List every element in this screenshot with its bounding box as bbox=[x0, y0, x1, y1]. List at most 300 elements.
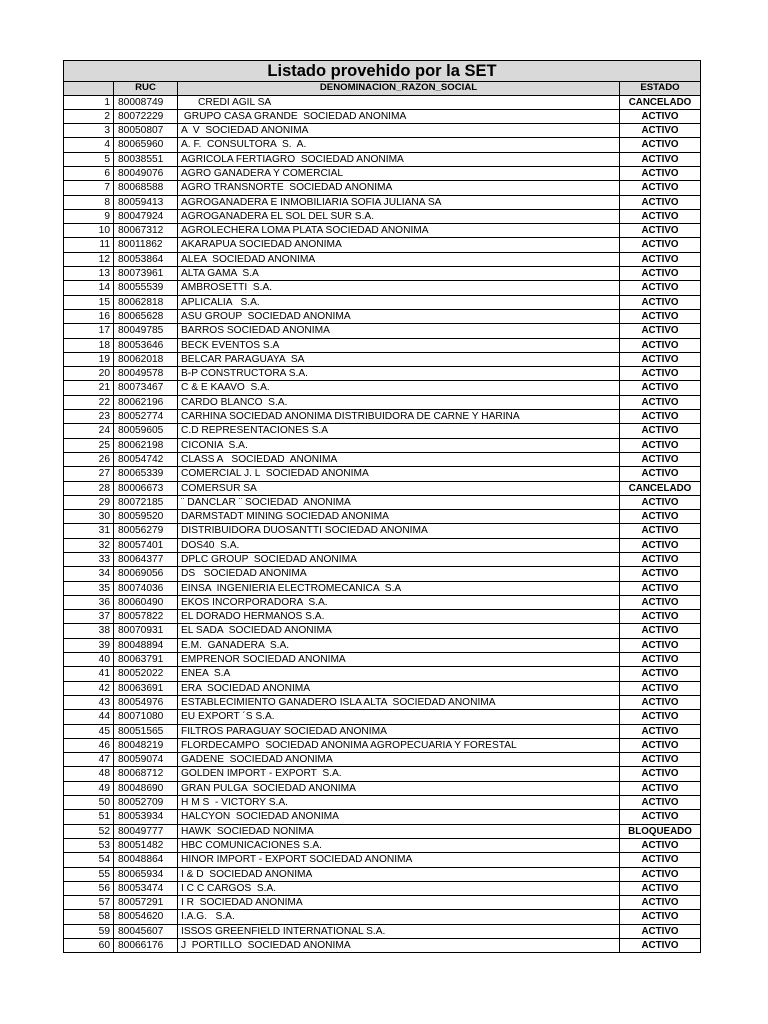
row-number: 33 bbox=[64, 553, 114, 567]
ruc-cell: 80048690 bbox=[114, 781, 178, 795]
table-row bbox=[64, 395, 701, 409]
row-number: 23 bbox=[64, 410, 114, 424]
header-name: DENOMINACION_RAZON_SOCIAL bbox=[178, 82, 620, 96]
row-number: 28 bbox=[64, 481, 114, 495]
company-name-cell: H M S - VICTORY S.A. bbox=[178, 796, 620, 810]
company-name-cell: ALEA SOCIEDAD ANONIMA bbox=[178, 252, 620, 266]
ruc-cell: 80060490 bbox=[114, 595, 178, 609]
table-row bbox=[64, 867, 701, 881]
table-row bbox=[64, 381, 701, 395]
company-name-cell: EL SADA SOCIEDAD ANONIMA bbox=[178, 624, 620, 638]
ruc-cell: 80059605 bbox=[114, 424, 178, 438]
ruc-cell: 80048219 bbox=[114, 738, 178, 752]
table-row bbox=[64, 581, 701, 595]
row-number: 60 bbox=[64, 939, 114, 953]
status-cell: ACTIVO bbox=[620, 495, 701, 509]
table-row bbox=[64, 424, 701, 438]
ruc-cell: 80070931 bbox=[114, 624, 178, 638]
company-name-cell: I & D SOCIEDAD ANONIMA bbox=[178, 867, 620, 881]
company-name-cell: ESTABLECIMIENTO GANADERO ISLA ALTA SOCIEDAD ANONIMA bbox=[178, 695, 620, 709]
company-name-cell: DISTRIBUIDORA DUOSANTTI SOCIEDAD ANONIMA bbox=[178, 524, 620, 538]
company-name-cell: AGROGANADERA E INMOBILIARIA SOFIA JULIANA SA bbox=[178, 195, 620, 209]
row-number: 9 bbox=[64, 209, 114, 223]
status-cell: ACTIVO bbox=[620, 910, 701, 924]
status-cell: ACTIVO bbox=[620, 610, 701, 624]
status-cell: ACTIVO bbox=[620, 209, 701, 223]
company-name-cell: COMERCIAL J. L SOCIEDAD ANONIMA bbox=[178, 467, 620, 481]
table-row bbox=[64, 367, 701, 381]
ruc-cell: 80053646 bbox=[114, 338, 178, 352]
ruc-cell: 80063791 bbox=[114, 653, 178, 667]
company-name-cell: A V SOCIEDAD ANONIMA bbox=[178, 124, 620, 138]
row-number: 35 bbox=[64, 581, 114, 595]
company-name-cell: I C C CARGOS S.A. bbox=[178, 881, 620, 895]
ruc-cell: 80074036 bbox=[114, 581, 178, 595]
table-row bbox=[64, 452, 701, 466]
ruc-cell: 80064377 bbox=[114, 553, 178, 567]
row-number: 12 bbox=[64, 252, 114, 266]
ruc-cell: 80073961 bbox=[114, 267, 178, 281]
status-cell: ACTIVO bbox=[620, 424, 701, 438]
company-name-cell: CARDO BLANCO S.A. bbox=[178, 395, 620, 409]
status-cell: ACTIVO bbox=[620, 281, 701, 295]
row-number: 30 bbox=[64, 510, 114, 524]
row-number: 39 bbox=[64, 638, 114, 652]
row-number: 59 bbox=[64, 924, 114, 938]
row-number: 18 bbox=[64, 338, 114, 352]
table-row bbox=[64, 824, 701, 838]
company-name-cell: CICONIA S.A. bbox=[178, 438, 620, 452]
table-row bbox=[64, 124, 701, 138]
row-number: 2 bbox=[64, 109, 114, 123]
status-cell: ACTIVO bbox=[620, 138, 701, 152]
row-number: 41 bbox=[64, 667, 114, 681]
table-row bbox=[64, 595, 701, 609]
company-name-cell: DS SOCIEDAD ANONIMA bbox=[178, 567, 620, 581]
company-name-cell: AKARAPUA SOCIEDAD ANONIMA bbox=[178, 238, 620, 252]
table-row bbox=[64, 324, 701, 338]
table-row bbox=[64, 467, 701, 481]
status-cell: ACTIVO bbox=[620, 309, 701, 323]
table-row bbox=[64, 410, 701, 424]
row-number: 21 bbox=[64, 381, 114, 395]
row-number: 8 bbox=[64, 195, 114, 209]
table-row bbox=[64, 438, 701, 452]
row-number: 3 bbox=[64, 124, 114, 138]
status-cell: ACTIVO bbox=[620, 195, 701, 209]
table-row bbox=[64, 224, 701, 238]
table-row bbox=[64, 924, 701, 938]
company-list-table bbox=[63, 60, 701, 953]
header-row bbox=[64, 82, 701, 96]
row-number: 38 bbox=[64, 624, 114, 638]
company-name-cell: GOLDEN IMPORT - EXPORT S.A. bbox=[178, 767, 620, 781]
row-number: 50 bbox=[64, 796, 114, 810]
row-number: 17 bbox=[64, 324, 114, 338]
ruc-cell: 80062196 bbox=[114, 395, 178, 409]
ruc-cell: 80054620 bbox=[114, 910, 178, 924]
ruc-cell: 80059074 bbox=[114, 753, 178, 767]
company-name-cell: ENEA S.A bbox=[178, 667, 620, 681]
row-number: 19 bbox=[64, 352, 114, 366]
company-name-cell: C & E KAAVO S.A. bbox=[178, 381, 620, 395]
company-name-cell: B-P CONSTRUCTORA S.A. bbox=[178, 367, 620, 381]
company-name-cell: CLASS A SOCIEDAD ANONIMA bbox=[178, 452, 620, 466]
status-cell: ACTIVO bbox=[620, 567, 701, 581]
row-number: 44 bbox=[64, 710, 114, 724]
table-row bbox=[64, 853, 701, 867]
ruc-cell: 80059520 bbox=[114, 510, 178, 524]
table-row bbox=[64, 195, 701, 209]
status-cell: ACTIVO bbox=[620, 338, 701, 352]
ruc-cell: 80057291 bbox=[114, 896, 178, 910]
table-row bbox=[64, 524, 701, 538]
ruc-cell: 80045607 bbox=[114, 924, 178, 938]
company-name-cell: ERA SOCIEDAD ANONIMA bbox=[178, 681, 620, 695]
row-number: 25 bbox=[64, 438, 114, 452]
company-name-cell: CARHINA SOCIEDAD ANONIMA DISTRIBUIDORA DE CARNE Y HARINA bbox=[178, 410, 620, 424]
row-number: 55 bbox=[64, 867, 114, 881]
row-number: 13 bbox=[64, 267, 114, 281]
company-name-cell: GRAN PULGA SOCIEDAD ANONIMA bbox=[178, 781, 620, 795]
ruc-cell: 80062018 bbox=[114, 352, 178, 366]
status-cell: CANCELADO bbox=[620, 481, 701, 495]
company-name-cell: FLORDECAMPO SOCIEDAD ANONIMA AGROPECUARIA Y FORESTAL bbox=[178, 738, 620, 752]
status-cell: ACTIVO bbox=[620, 638, 701, 652]
status-cell: ACTIVO bbox=[620, 738, 701, 752]
status-cell: ACTIVO bbox=[620, 410, 701, 424]
table-row bbox=[64, 738, 701, 752]
company-name-cell: AGROLECHERA LOMA PLATA SOCIEDAD ANONIMA bbox=[178, 224, 620, 238]
row-number: 7 bbox=[64, 181, 114, 195]
table-row bbox=[64, 538, 701, 552]
company-name-cell: ¨ DANCLAR ¨ SOCIEDAD ANONIMA bbox=[178, 495, 620, 509]
row-number: 45 bbox=[64, 724, 114, 738]
ruc-cell: 80050807 bbox=[114, 124, 178, 138]
ruc-cell: 80071080 bbox=[114, 710, 178, 724]
row-number: 11 bbox=[64, 238, 114, 252]
company-name-cell: AGRO GANADERA Y COMERCIAL bbox=[178, 166, 620, 180]
ruc-cell: 80054976 bbox=[114, 695, 178, 709]
ruc-cell: 80073467 bbox=[114, 381, 178, 395]
ruc-cell: 80062198 bbox=[114, 438, 178, 452]
status-cell: ACTIVO bbox=[620, 710, 701, 724]
company-name-cell: EL DORADO HERMANOS S.A. bbox=[178, 610, 620, 624]
ruc-cell: 80054742 bbox=[114, 452, 178, 466]
row-number: 24 bbox=[64, 424, 114, 438]
status-cell: ACTIVO bbox=[620, 395, 701, 409]
table-row bbox=[64, 338, 701, 352]
company-name-cell: CREDI AGIL SA bbox=[178, 95, 620, 109]
status-cell: ACTIVO bbox=[620, 166, 701, 180]
ruc-cell: 80008749 bbox=[114, 95, 178, 109]
row-number: 46 bbox=[64, 738, 114, 752]
ruc-cell: 80068588 bbox=[114, 181, 178, 195]
company-name-cell: ALTA GAMA S.A bbox=[178, 267, 620, 281]
table-row bbox=[64, 252, 701, 266]
status-cell: ACTIVO bbox=[620, 667, 701, 681]
status-cell: ACTIVO bbox=[620, 796, 701, 810]
table-row bbox=[64, 309, 701, 323]
table-row bbox=[64, 638, 701, 652]
table-row bbox=[64, 510, 701, 524]
table-row bbox=[64, 267, 701, 281]
table-row bbox=[64, 881, 701, 895]
ruc-cell: 80006673 bbox=[114, 481, 178, 495]
row-number: 29 bbox=[64, 495, 114, 509]
status-cell: ACTIVO bbox=[620, 753, 701, 767]
table-row bbox=[64, 209, 701, 223]
ruc-cell: 80051482 bbox=[114, 838, 178, 852]
table-row bbox=[64, 753, 701, 767]
ruc-cell: 80053934 bbox=[114, 810, 178, 824]
ruc-cell: 80053474 bbox=[114, 881, 178, 895]
company-name-cell: EINSA INGENIERIA ELECTROMECANICA S.A bbox=[178, 581, 620, 595]
table-row bbox=[64, 238, 701, 252]
ruc-cell: 80052022 bbox=[114, 667, 178, 681]
table-row bbox=[64, 610, 701, 624]
row-number: 32 bbox=[64, 538, 114, 552]
row-number: 47 bbox=[64, 753, 114, 767]
table-row bbox=[64, 695, 701, 709]
company-name-cell: AGRICOLA FERTIAGRO SOCIEDAD ANONIMA bbox=[178, 152, 620, 166]
status-cell: ACTIVO bbox=[620, 267, 701, 281]
status-cell: ACTIVO bbox=[620, 124, 701, 138]
table-row bbox=[64, 781, 701, 795]
row-number: 6 bbox=[64, 166, 114, 180]
status-cell: CANCELADO bbox=[620, 95, 701, 109]
row-number: 27 bbox=[64, 467, 114, 481]
row-number: 49 bbox=[64, 781, 114, 795]
status-cell: ACTIVO bbox=[620, 624, 701, 638]
row-number: 43 bbox=[64, 695, 114, 709]
ruc-cell: 80047924 bbox=[114, 209, 178, 223]
ruc-cell: 80065934 bbox=[114, 867, 178, 881]
status-cell: ACTIVO bbox=[620, 224, 701, 238]
status-cell: ACTIVO bbox=[620, 381, 701, 395]
status-cell: ACTIVO bbox=[620, 939, 701, 953]
status-cell: ACTIVO bbox=[620, 152, 701, 166]
row-number: 54 bbox=[64, 853, 114, 867]
status-cell: ACTIVO bbox=[620, 838, 701, 852]
row-number: 56 bbox=[64, 881, 114, 895]
ruc-cell: 80072229 bbox=[114, 109, 178, 123]
ruc-cell: 80052709 bbox=[114, 796, 178, 810]
status-cell: ACTIVO bbox=[620, 595, 701, 609]
status-cell: ACTIVO bbox=[620, 438, 701, 452]
company-name-cell: EU EXPORT ´S S.A. bbox=[178, 710, 620, 724]
company-name-cell: I.A.G. S.A. bbox=[178, 910, 620, 924]
status-cell: ACTIVO bbox=[620, 452, 701, 466]
row-number: 5 bbox=[64, 152, 114, 166]
ruc-cell: 80049076 bbox=[114, 166, 178, 180]
table-row bbox=[64, 796, 701, 810]
table-row bbox=[64, 767, 701, 781]
table-row bbox=[64, 138, 701, 152]
company-name-cell: APLICALIA S.A. bbox=[178, 295, 620, 309]
company-name-cell: HBC COMUNICACIONES S.A. bbox=[178, 838, 620, 852]
company-name-cell: EMPRENOR SOCIEDAD ANONIMA bbox=[178, 653, 620, 667]
ruc-cell: 80056279 bbox=[114, 524, 178, 538]
company-name-cell: BELCAR PARAGUAYA SA bbox=[178, 352, 620, 366]
company-name-cell: ASU GROUP SOCIEDAD ANONIMA bbox=[178, 309, 620, 323]
ruc-cell: 80038551 bbox=[114, 152, 178, 166]
table-row bbox=[64, 95, 701, 109]
row-number: 42 bbox=[64, 681, 114, 695]
row-number: 37 bbox=[64, 610, 114, 624]
company-name-cell: AMBROSETTI S.A. bbox=[178, 281, 620, 295]
company-name-cell: ISSOS GREENFIELD INTERNATIONAL S.A. bbox=[178, 924, 620, 938]
company-name-cell: A. F. CONSULTORA S. A. bbox=[178, 138, 620, 152]
row-number: 31 bbox=[64, 524, 114, 538]
ruc-cell: 80052774 bbox=[114, 410, 178, 424]
ruc-cell: 80072185 bbox=[114, 495, 178, 509]
header-num bbox=[64, 82, 114, 96]
ruc-cell: 80011862 bbox=[114, 238, 178, 252]
ruc-cell: 80049777 bbox=[114, 824, 178, 838]
status-cell: ACTIVO bbox=[620, 810, 701, 824]
company-name-cell: FILTROS PARAGUAY SOCIEDAD ANONIMA bbox=[178, 724, 620, 738]
company-name-cell: DOS40 S.A. bbox=[178, 538, 620, 552]
status-cell: ACTIVO bbox=[620, 352, 701, 366]
company-name-cell: HAWK SOCIEDAD NONIMA bbox=[178, 824, 620, 838]
company-name-cell: HINOR IMPORT - EXPORT SOCIEDAD ANONIMA bbox=[178, 853, 620, 867]
table-row bbox=[64, 896, 701, 910]
status-cell: ACTIVO bbox=[620, 181, 701, 195]
table-row bbox=[64, 567, 701, 581]
ruc-cell: 80049578 bbox=[114, 367, 178, 381]
table-row bbox=[64, 352, 701, 366]
row-number: 34 bbox=[64, 567, 114, 581]
ruc-cell: 80055539 bbox=[114, 281, 178, 295]
status-cell: ACTIVO bbox=[620, 238, 701, 252]
ruc-cell: 80057401 bbox=[114, 538, 178, 552]
row-number: 36 bbox=[64, 595, 114, 609]
table-row bbox=[64, 681, 701, 695]
sheet-title: Listado provehido por la SET bbox=[64, 61, 701, 82]
row-number: 48 bbox=[64, 767, 114, 781]
company-name-cell: BARROS SOCIEDAD ANONIMA bbox=[178, 324, 620, 338]
status-cell: ACTIVO bbox=[620, 881, 701, 895]
status-cell: ACTIVO bbox=[620, 367, 701, 381]
status-cell: ACTIVO bbox=[620, 853, 701, 867]
ruc-cell: 80049785 bbox=[114, 324, 178, 338]
table-row bbox=[64, 653, 701, 667]
company-name-cell: I R SOCIEDAD ANONIMA bbox=[178, 896, 620, 910]
ruc-cell: 80059413 bbox=[114, 195, 178, 209]
status-cell: ACTIVO bbox=[620, 467, 701, 481]
row-number: 4 bbox=[64, 138, 114, 152]
status-cell: ACTIVO bbox=[620, 295, 701, 309]
ruc-cell: 80068712 bbox=[114, 767, 178, 781]
table-row bbox=[64, 710, 701, 724]
status-cell: ACTIVO bbox=[620, 581, 701, 595]
table-row bbox=[64, 495, 701, 509]
company-name-cell: HALCYON SOCIEDAD ANONIMA bbox=[178, 810, 620, 824]
row-number: 20 bbox=[64, 367, 114, 381]
ruc-cell: 80067312 bbox=[114, 224, 178, 238]
table-row bbox=[64, 624, 701, 638]
table-row bbox=[64, 838, 701, 852]
status-cell: ACTIVO bbox=[620, 109, 701, 123]
row-number: 10 bbox=[64, 224, 114, 238]
company-name-cell: COMERSUR SA bbox=[178, 481, 620, 495]
company-name-cell: GRUPO CASA GRANDE SOCIEDAD ANONIMA bbox=[178, 109, 620, 123]
row-number: 14 bbox=[64, 281, 114, 295]
status-cell: ACTIVO bbox=[620, 781, 701, 795]
row-number: 53 bbox=[64, 838, 114, 852]
header-estado: ESTADO bbox=[620, 82, 701, 96]
ruc-cell: 80051565 bbox=[114, 724, 178, 738]
status-cell: ACTIVO bbox=[620, 924, 701, 938]
ruc-cell: 80053864 bbox=[114, 252, 178, 266]
status-cell: ACTIVO bbox=[620, 724, 701, 738]
company-name-cell: DARMSTADT MINING SOCIEDAD ANONIMA bbox=[178, 510, 620, 524]
status-cell: ACTIVO bbox=[620, 252, 701, 266]
row-number: 51 bbox=[64, 810, 114, 824]
ruc-cell: 80048864 bbox=[114, 853, 178, 867]
table-row bbox=[64, 295, 701, 309]
status-cell: ACTIVO bbox=[620, 653, 701, 667]
table-row bbox=[64, 910, 701, 924]
table-row bbox=[64, 667, 701, 681]
row-number: 52 bbox=[64, 824, 114, 838]
table-row bbox=[64, 553, 701, 567]
company-name-cell: GADENE SOCIEDAD ANONIMA bbox=[178, 753, 620, 767]
table-row bbox=[64, 166, 701, 180]
row-number: 22 bbox=[64, 395, 114, 409]
table-row bbox=[64, 281, 701, 295]
company-name-cell: AGROGANADERA EL SOL DEL SUR S.A. bbox=[178, 209, 620, 223]
ruc-cell: 80065628 bbox=[114, 309, 178, 323]
row-number: 57 bbox=[64, 896, 114, 910]
status-cell: ACTIVO bbox=[620, 324, 701, 338]
status-cell: ACTIVO bbox=[620, 695, 701, 709]
header-ruc: RUC bbox=[114, 82, 178, 96]
company-name-cell: C.D REPRESENTACIONES S.A bbox=[178, 424, 620, 438]
table-row bbox=[64, 810, 701, 824]
company-name-cell: BECK EVENTOS S.A bbox=[178, 338, 620, 352]
company-name-cell: J PORTILLO SOCIEDAD ANONIMA bbox=[178, 939, 620, 953]
ruc-cell: 80066176 bbox=[114, 939, 178, 953]
table-row bbox=[64, 481, 701, 495]
row-number: 1 bbox=[64, 95, 114, 109]
ruc-cell: 80057822 bbox=[114, 610, 178, 624]
status-cell: ACTIVO bbox=[620, 767, 701, 781]
company-name-cell: E.M. GANADERA S.A. bbox=[178, 638, 620, 652]
table-row bbox=[64, 152, 701, 166]
status-cell: ACTIVO bbox=[620, 510, 701, 524]
row-number: 58 bbox=[64, 910, 114, 924]
ruc-cell: 80065339 bbox=[114, 467, 178, 481]
table-row bbox=[64, 724, 701, 738]
row-number: 26 bbox=[64, 452, 114, 466]
company-name-cell: EKOS INCORPORADORA S.A. bbox=[178, 595, 620, 609]
row-number: 15 bbox=[64, 295, 114, 309]
title-row bbox=[64, 61, 701, 82]
ruc-cell: 80065960 bbox=[114, 138, 178, 152]
table-row bbox=[64, 939, 701, 953]
row-number: 16 bbox=[64, 309, 114, 323]
table-row bbox=[64, 109, 701, 123]
status-cell: ACTIVO bbox=[620, 681, 701, 695]
ruc-cell: 80063691 bbox=[114, 681, 178, 695]
status-cell: ACTIVO bbox=[620, 524, 701, 538]
ruc-cell: 80062818 bbox=[114, 295, 178, 309]
company-name-cell: DPLC GROUP SOCIEDAD ANONIMA bbox=[178, 553, 620, 567]
ruc-cell: 80048894 bbox=[114, 638, 178, 652]
status-cell: ACTIVO bbox=[620, 896, 701, 910]
